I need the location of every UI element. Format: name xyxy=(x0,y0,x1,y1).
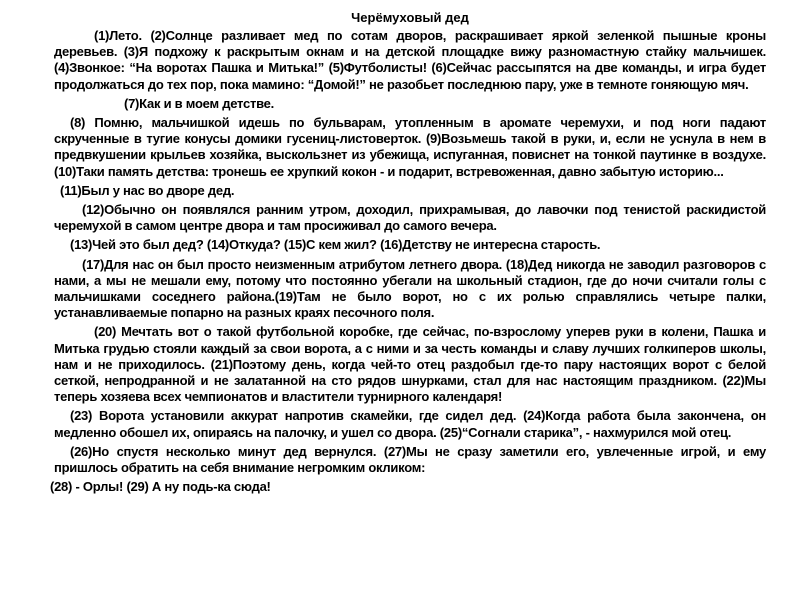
paragraph-9: (23) Ворота установили аккурат напротив скамейки, где сидел дед. (24)Когда работа была закончена, он медленно обошел их, опираясь на палочку, и ушел со двора. (25)“Согнали старика”, - нахмурился мой отец. xyxy=(54,408,766,440)
paragraph-4: (11)Был у нас во дворе дед. xyxy=(60,182,235,198)
document-title: Черёмуховый дед xyxy=(351,10,469,25)
paragraph-5: (12)Обычно он появлялся ранним утром, доходил, прихрамывая, до лавочки под тенистой раскидистой черемухой в самом центре двора и там просиживал до самого вечера. xyxy=(54,202,766,234)
paragraph-8: (20) Мечтать вот о такой футбольной коробке, где сейчас, по-взрослому уперев руки в колени, Пашка и Митька грудью стояли каждый за свои ворота, а с ними и за честь команды и славу лучших голкиперов школы, нам и не приходилось. (21)Поэтому день, когда чей-то отец раздобыл где-то пару настоящих ворот с белой сеткой, непродранной и не залатанной на сто рядов шнурками, стал для нас настоящим праздником. (22)Мы теперь хозяева всех чемпионатов и властители турнирного календаря! xyxy=(54,324,766,405)
paragraph-10: (26)Но спустя несколько минут дед вернулся. (27)Мы не сразу заметили его, увлеченные игрой, и ему пришлось обратить на себя внимание негромким окликом: xyxy=(54,443,766,476)
paragraph-6: (13)Чей это был дед? (14)Откуда? (15)С кем жил? (16)Детству не интересна старость. xyxy=(70,237,601,253)
paragraph-1: (1)Лето. (2)Солнце разливает мед по сотам дворов, раскрашивает яркой зеленкой пышные кроны деревьев. (3)Я подхожу к раскрытым окнам и на детской площадке вижу разномастную стайку мальчишек. (4)Звонкое: “На воротах Пашка и Митька!” (5)Футболисты! (6)Сейчас рассыпятся на две команды, и игра будет продолжаться до тех пор, пока мамино: “Домой!” не разобьет последнюю пару, уже в темноте гоняющую мяч. xyxy=(54,28,766,92)
paragraph-2: (7)Как и в моем детстве. xyxy=(124,95,274,111)
paragraph-7: (17)Для нас он был просто неизменным атрибутом летнего двора. (18)Дед никогда не заводил разговоров с нами, а мы не мешали ему, потому что постоянно убегали на школьный стадион, где до ночи считали голы с мальчишками соседнего района.(19)Там не было ворот, но с их ролью справлялись четыре палки, устанавливаемые попарно на разных краях песочного поля. xyxy=(54,256,766,321)
paragraph-3: (8) Помню, мальчишкой идешь по бульварам, утопленным в аромате черемухи, и под ноги падают скрученные в тугие конусы домики гусениц-листоверток. (9)Возьмешь такой в руки, и, если не уснула в нем в предвкушении крыльев хозяйка, выскользнет из убежища, испуганная, повиснет на тонкой паутинке в воздухе. (10)Таки память детства: тронешь ее хрупкий кокон - и подарит, встревоженная, давно забытую историю... xyxy=(54,115,766,179)
paragraph-11: (28) - Орлы! (29) А ну подь-ка сюда! xyxy=(50,479,271,495)
